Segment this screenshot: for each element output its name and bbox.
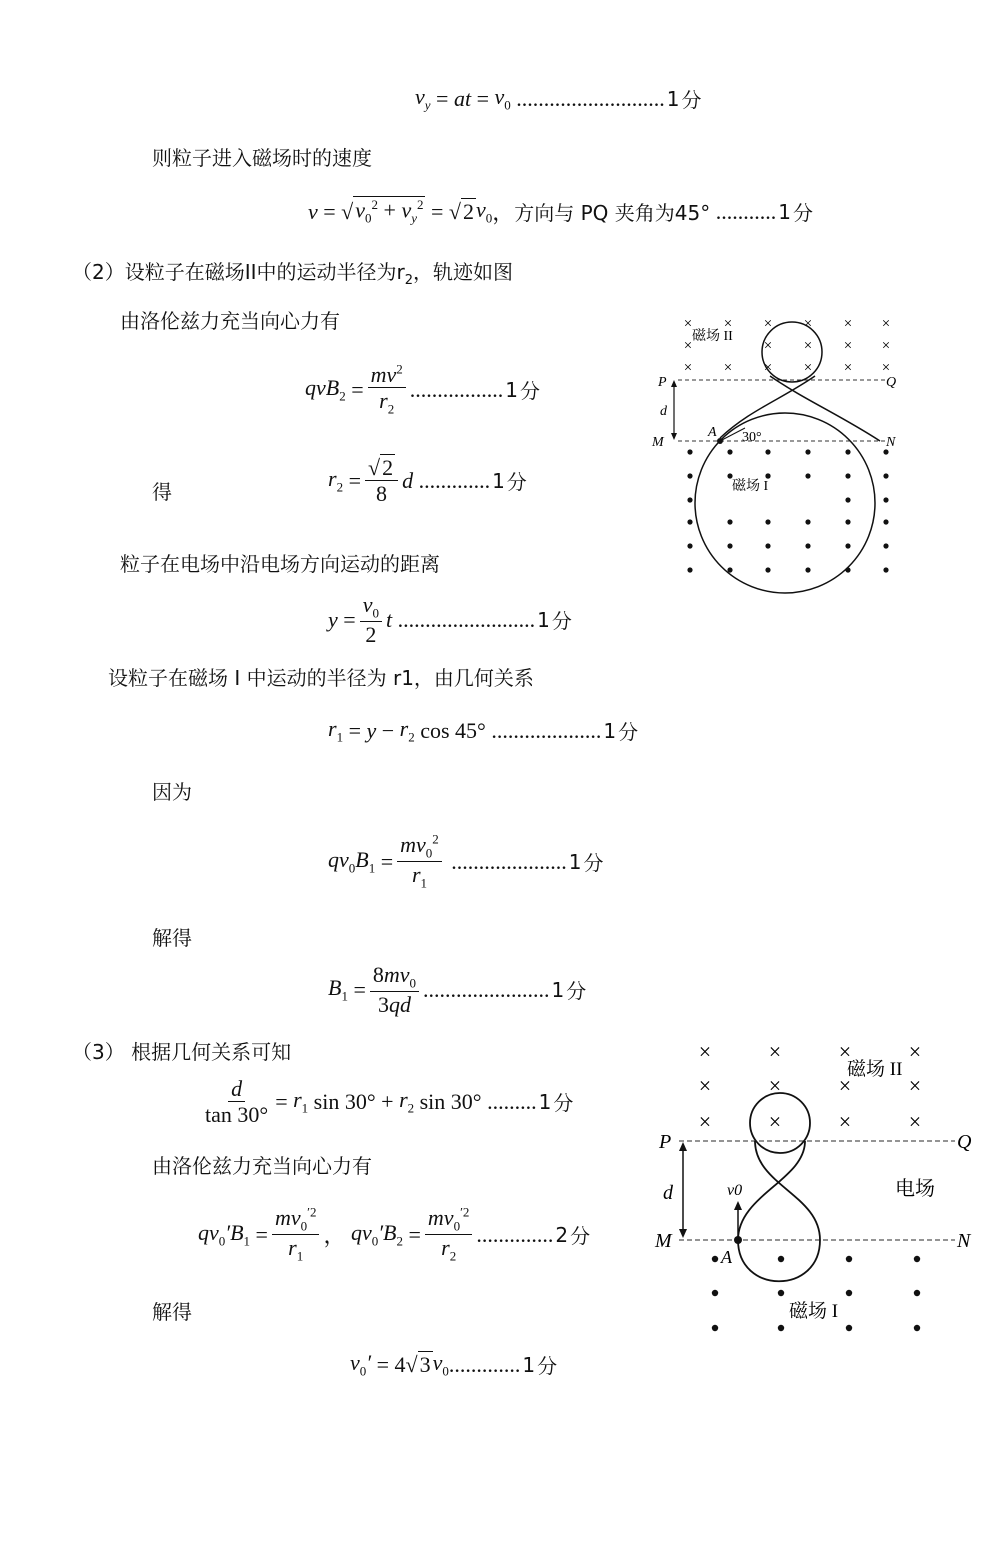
score-unit: 分 (570, 1224, 591, 1249)
label-a: A (708, 425, 717, 440)
label-de: 得 (152, 480, 172, 504)
part2-heading-tail: ，轨迹如图 (413, 260, 514, 284)
svg-text:×: × (838, 1039, 852, 1064)
svg-text:×: × (843, 360, 853, 376)
field-2-label: 磁场 II (847, 1059, 903, 1080)
score-unit: 分 (681, 88, 702, 113)
label-d: d (660, 404, 667, 419)
svg-text:×: × (763, 316, 773, 332)
score-unit: 分 (520, 379, 541, 404)
svg-text:×: × (683, 316, 693, 332)
field-1-label: 磁场 I (789, 1301, 839, 1322)
label-angle: 30° (742, 430, 762, 445)
eq-b1: $B_1$ = $\frac{8mv_0}{3qd}$ ....................... 1 分 (328, 962, 587, 1018)
trajectory-cross-2 (770, 376, 880, 441)
trajectory-cross-2 (755, 1141, 820, 1240)
score-unit: 分 (551, 609, 572, 634)
svg-text:×: × (683, 360, 693, 376)
solve-2: 解得 (152, 926, 192, 950)
score-unit: 分 (537, 1354, 558, 1379)
svg-text:×: × (881, 316, 891, 332)
d-arrow-head-up (671, 380, 677, 387)
svg-text:×: × (803, 316, 813, 332)
eq-part3-lorentz: $qv_0'B_1$ = $\frac{mv_0^{'2}}{r_1}$ ， $qv_0'B_2$ = $\frac{mv_0^{'2}}{r_2}$ .............. 2 分 (198, 1204, 591, 1264)
field-2-cross-marks (684, 316, 890, 376)
label-v0: v0 (727, 1182, 743, 1199)
d-arrow-head-down (679, 1229, 687, 1238)
svg-text:×: × (683, 338, 693, 354)
eq-y: y = $\frac{v_0}{2}$ t ......................... 1 分 (328, 592, 572, 648)
svg-text:×: × (768, 1109, 782, 1134)
svg-text:×: × (908, 1109, 922, 1134)
svg-text:×: × (698, 1039, 712, 1064)
score: 1 (666, 86, 680, 111)
part2-heading-sub: 2 (404, 273, 414, 288)
d-arrow-head-down (671, 433, 677, 440)
svg-text:×: × (908, 1039, 922, 1064)
eq-qvb2: qvB$_2$ = $\frac{mv^2}{r_2}$ ................. 1 分 (305, 361, 541, 417)
part3-lorentz-intro: 由洛伦兹力充当向心力有 (152, 1154, 372, 1178)
svg-text:×: × (723, 360, 733, 376)
label-d: d (663, 1182, 673, 1204)
score: 2 (555, 1222, 569, 1247)
part2-heading (72, 256, 513, 288)
eq-v: v = √ $v_0^2 + v_y^2$ = √ 2 $v_0$ ， 方向与 PQ 夹角为45° ........... 1 分 (308, 196, 813, 226)
part2-heading-text: （2）设粒子在磁场II中的运动半径为r (72, 260, 405, 284)
dot-leader: ........................... (510, 85, 665, 111)
score-unit: 分 (792, 201, 813, 225)
part3-heading: （3） 根据几何关系可知 (72, 1040, 292, 1064)
label-q: Q (886, 375, 897, 390)
score: 1 (551, 977, 565, 1002)
eq-r2: $r_2$ = $\frac{√2}{8}$ d ............. 1 分 (328, 455, 527, 507)
label-a: A (721, 1247, 732, 1267)
score-unit: 分 (583, 851, 604, 876)
eq-qv0b1: $qv_0B_1$ = $\frac{mv_0^2}{r_1}$ ..................... 1 分 (328, 831, 604, 891)
solve-3: 解得 (152, 1300, 192, 1324)
eq-r1: $r_1$ = y − $r_2$ cos 45° .................... 1 分 (328, 716, 639, 745)
label-p: P (659, 1131, 672, 1153)
eq-v0prime: $v_0'$ = 4√ 3 $v_0$ ............. 1 分 (350, 1350, 558, 1379)
text-speed-intro: 则粒子进入磁场时的速度 (152, 146, 372, 170)
svg-text:×: × (768, 1039, 782, 1064)
score: 1 (778, 199, 791, 224)
score: 1 (568, 849, 582, 874)
direction-text: 方向与 PQ 夹角为45° (514, 201, 711, 225)
label-q: Q (957, 1131, 972, 1153)
svg-text:×: × (843, 316, 853, 332)
eq-tan30: $\frac{d}{\tan 30^\circ}$ = $r_1$ sin 30° + $r_2$ sin 30° ......... 1 分 (205, 1076, 574, 1128)
score-unit: 分 (506, 470, 527, 495)
score: 1 (538, 1089, 552, 1114)
score: 1 (505, 377, 519, 402)
part2-lorentz-intro: 由洛伦兹力充当向心力有 (120, 309, 340, 333)
label-n: N (957, 1230, 971, 1252)
label-p: P (658, 375, 667, 390)
score-unit: 分 (566, 979, 587, 1004)
label-m: M (652, 435, 664, 450)
score: 1 (492, 468, 505, 493)
svg-text:×: × (838, 1073, 852, 1098)
label-n: N (886, 435, 896, 450)
because: 因为 (152, 780, 192, 804)
score-unit: 分 (553, 1091, 574, 1116)
score: 1 (537, 607, 550, 632)
svg-text:×: × (763, 360, 773, 376)
svg-text:×: × (838, 1109, 852, 1134)
svg-text:×: × (698, 1073, 712, 1098)
r1-intro: 设粒子在磁场 I 中运动的半径为 r1，由几何关系 (108, 666, 534, 690)
svg-text:×: × (881, 338, 891, 354)
svg-text:×: × (843, 338, 853, 354)
field-distance-text: 粒子在电场中沿电场方向运动的距离 (120, 552, 440, 576)
score: 1 (603, 718, 617, 743)
field-1-label: 磁场 I (732, 479, 769, 494)
score-unit: 分 (618, 720, 639, 745)
eq-vy: $v_y$ = at = $v_0$ ........................... 1 分 (415, 84, 702, 113)
svg-text:×: × (768, 1073, 782, 1098)
svg-text:×: × (763, 338, 773, 354)
svg-text:×: × (723, 316, 733, 332)
efield-label: 电场 (895, 1178, 935, 1200)
figure-1 (640, 310, 910, 600)
velocity-v0-head (734, 1201, 742, 1210)
trajectory-cross-1 (738, 1141, 805, 1240)
score: 1 (522, 1352, 536, 1377)
svg-text:×: × (803, 360, 813, 376)
d-arrow-head-up (679, 1142, 687, 1151)
svg-text:×: × (908, 1073, 922, 1098)
field-2-label: 磁场 II (692, 329, 733, 344)
svg-text:×: × (698, 1109, 712, 1134)
svg-text:×: × (881, 360, 891, 376)
label-m: M (655, 1230, 672, 1252)
svg-text:×: × (803, 338, 813, 354)
figure-2 (645, 1035, 985, 1345)
